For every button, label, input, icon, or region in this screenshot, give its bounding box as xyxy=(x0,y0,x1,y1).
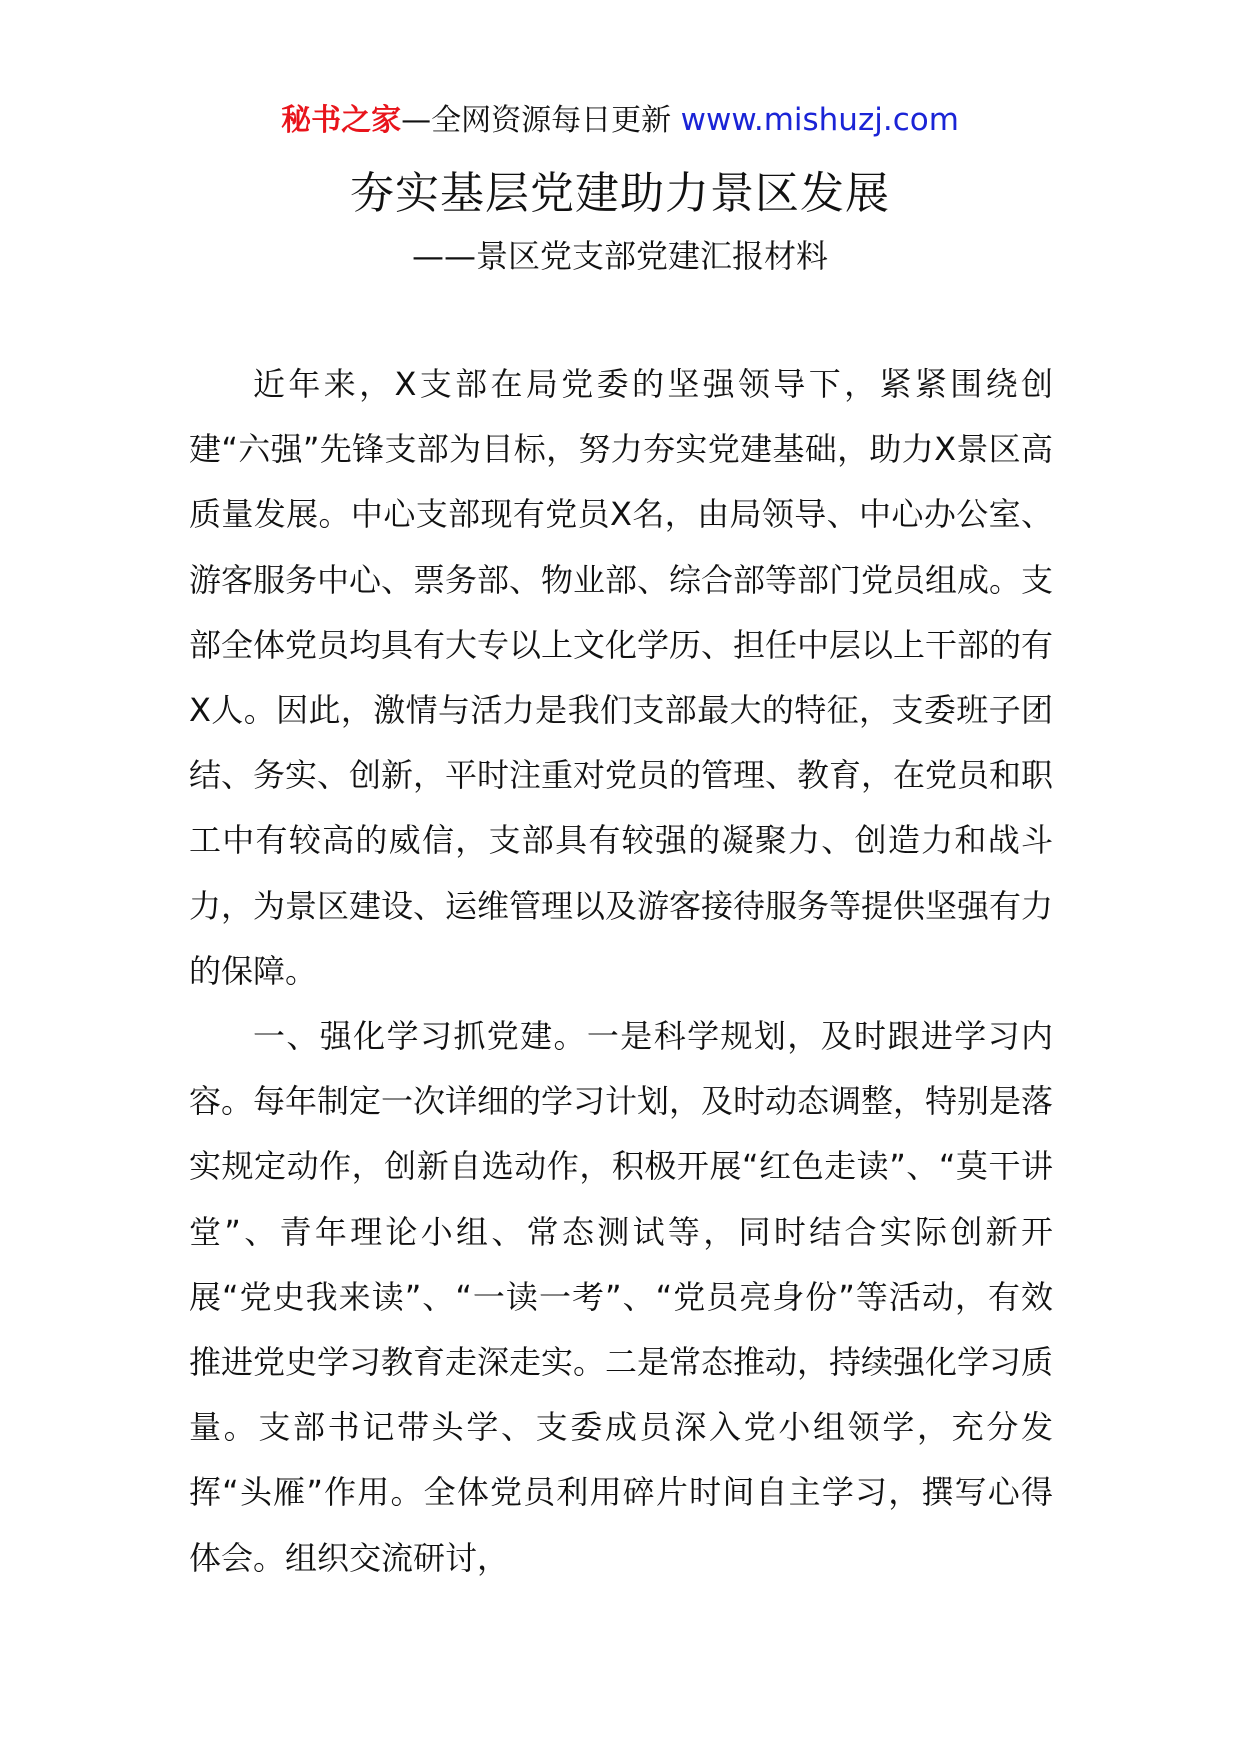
header-tagline: —全网资源每日更新 xyxy=(401,103,672,138)
document-subtitle: ——景区党支部党建汇报材料 xyxy=(411,237,828,275)
site-header xyxy=(0,98,1240,143)
site-url-link[interactable]: www.mishuzj.com xyxy=(680,102,959,138)
body-paragraph: 近年来，X支部在局党委的坚强领导下，紧紧围绕创建“六强”先锋支部为目标，努力夯实党建基础，助力X景区高质量发展。中心支部现有党员X名，由局领导、中心办公室、游客服务中心、票务部、物业部、综合部等部门党员组成。支部全体党员均具有大专以上文化学历、担任中层以上干部的有X人。因此，激情与活力是我们支部最大的特征，支委班子团结、务实、创新，平时注重对党员的管理、教育，在党员和职工中有较高的威信，支部具有较强的凝聚力、创造力和战斗力，为景区建设、运维管理以及游客接待服务等提供坚强有力的保障。 xyxy=(189,365,1054,990)
brand-name: 秘书之家 xyxy=(281,103,402,138)
document-title: 夯实基层党建助力景区发展 xyxy=(350,168,890,219)
document-body xyxy=(189,352,1053,1591)
body-paragraph: 一、强化学习抓党建。一是科学规划，及时跟进学习内容。每年制定一次详细的学习计划，及时动态调整，特别是落实规定动作，创新自选动作，积极开展“红色走读”、“莫干讲堂”、青年理论小组、常态测试等，同时结合实际创新开展“党史我来读”、“一读一考”、“党员亮身份”等活动，有效推进党史学习教育走深走实。二是常态推动，持续强化学习质量。支部书记带头学、支委成员深入党小组领学，充分发挥“头雁”作用。全体党员利用碎片时间自主学习，撰写心得体会。组织交流研讨， xyxy=(189,1017,1054,1577)
